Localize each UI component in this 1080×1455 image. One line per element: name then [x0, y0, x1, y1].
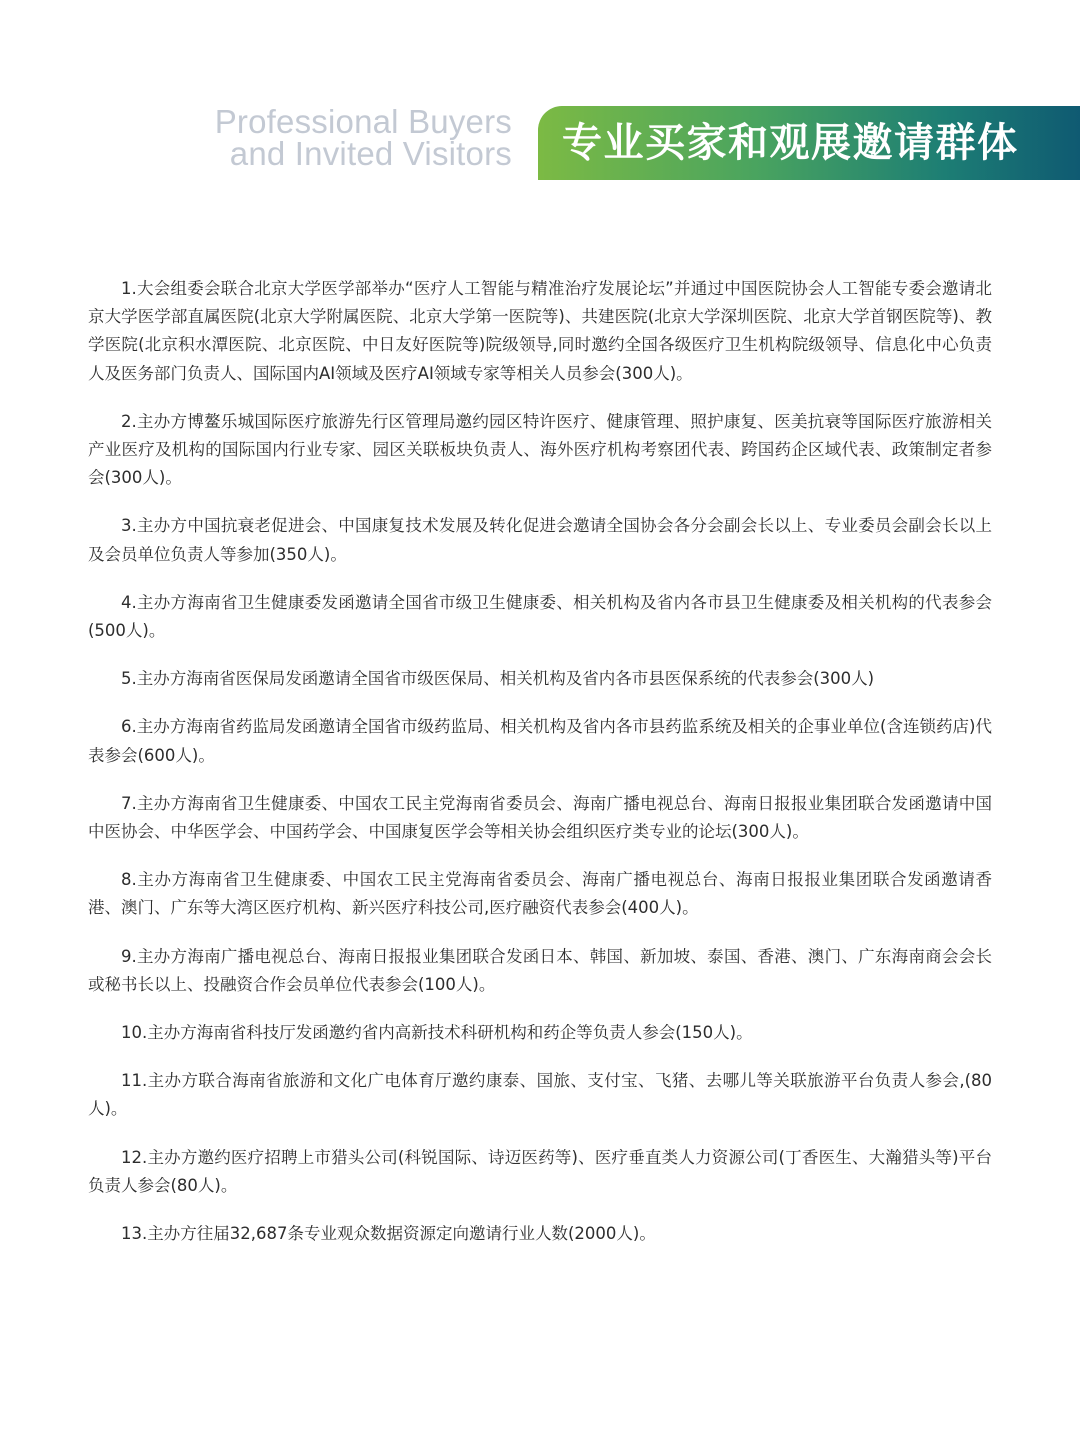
header-english-line1: Professional Buyers — [214, 103, 512, 140]
header-chinese-title: 专业买家和观展邀请群体 — [562, 120, 1019, 166]
list-item-12: 12.主办方邀约医疗招聘上市猎头公司(科锐国际、诗迈医药等)、医疗垂直类人力资源公司(丁香医生、大瀚猎头等)平台负责人参会(80人)。 — [88, 1147, 992, 1195]
list-item-11: 11.主办方联合海南省旅游和文化广电体育厅邀约康泰、国旅、支付宝、飞猪、去哪儿等关联旅游平台负责人参会,(80人)。 — [88, 1071, 992, 1119]
invitee-list — [88, 275, 992, 1268]
list-item-7: 7.主办方海南省卫生健康委、中国农工民主党海南省委员会、海南广播电视总台、海南日报报业集团联合发函邀请中国中医协会、中华医学会、中国药学会、中国康复医学会等相关协会组织医疗类专业的论坛(300人)。 — [88, 793, 992, 842]
list-item-8: 8.主办方海南省卫生健康委、中国农工民主党海南省委员会、海南广播电视总台、海南日报报业集团联合发函邀请香港、澳门、广东等大湾区医疗机构、新兴医疗科技公司,医疗融资代表参会(400人)。 — [88, 870, 992, 918]
list-item-6: 6.主办方海南省药监局发函邀请全国省市级药监局、相关机构及省内各市县药监系统及相关的企事业单位(含连锁药店)代表参会(600人)。 — [88, 717, 992, 765]
header-english-line2: and Invited Visitors — [229, 135, 512, 172]
list-item-2: 2.主办方博鳌乐城国际医疗旅游先行区管理局邀约园区特许医疗、健康管理、照护康复、医美抗衰等国际医疗旅游相关产业医疗及机构的国际国内行业专家、园区关联板块负责人、海外医疗机构考察团代表、跨国药企区域代表、政策制定者参会(300人)。 — [88, 411, 992, 488]
list-item-4: 4.主办方海南省卫生健康委发函邀请全国省市级卫生健康委、相关机构及省内各市县卫生健康委及相关机构的代表参会(500人)。 — [88, 592, 992, 641]
list-item-9: 9.主办方海南广播电视总台、海南日报报业集团联合发函日本、韩国、新加坡、泰国、香港、澳门、广东海南商会会长或秘书长以上、投融资合作会员单位代表参会(100人)。 — [88, 946, 992, 994]
header-english-title — [150, 103, 512, 172]
list-item-13: 13.主办方往届32,687条专业观众数据资源定向邀请行业人数(2000人)。 — [121, 1224, 656, 1244]
list-item-3: 3.主办方中国抗衰老促进会、中国康复技术发展及转化促进会邀请全国协会各分会副会长以上、专业委员会副会长以上及会员单位负责人等参加(350人)。 — [88, 516, 992, 564]
header-banner — [538, 106, 1080, 180]
list-item-1: 1.大会组委会联合北京大学医学部举办“医疗人工智能与精准治疗发展论坛”并通过中国医院协会人工智能专委会邀请北京大学医学部直属医院(北京大学附属医院、北京大学第一医院等)、共建医院(北京大学深圳医院、北京大学首钢医院等)、教学医院(北京积水潭医院、北京医院、中日友好医院等)院级领导,同时邀约全国各级医疗卫生机构院级领导、信息化中心负责人及医务部门负责人、国际国内AI领域及医疗AI领域专家等相关人员参会(300人)。 — [88, 279, 992, 383]
list-item-10: 10.主办方海南省科技厅发函邀约省内高新技术科研机构和药企等负责人参会(150人)。 — [121, 1023, 753, 1043]
list-item-5: 5.主办方海南省医保局发函邀请全国省市级医保局、相关机构及省内各市县医保系统的代表参会(300人) — [121, 669, 875, 689]
